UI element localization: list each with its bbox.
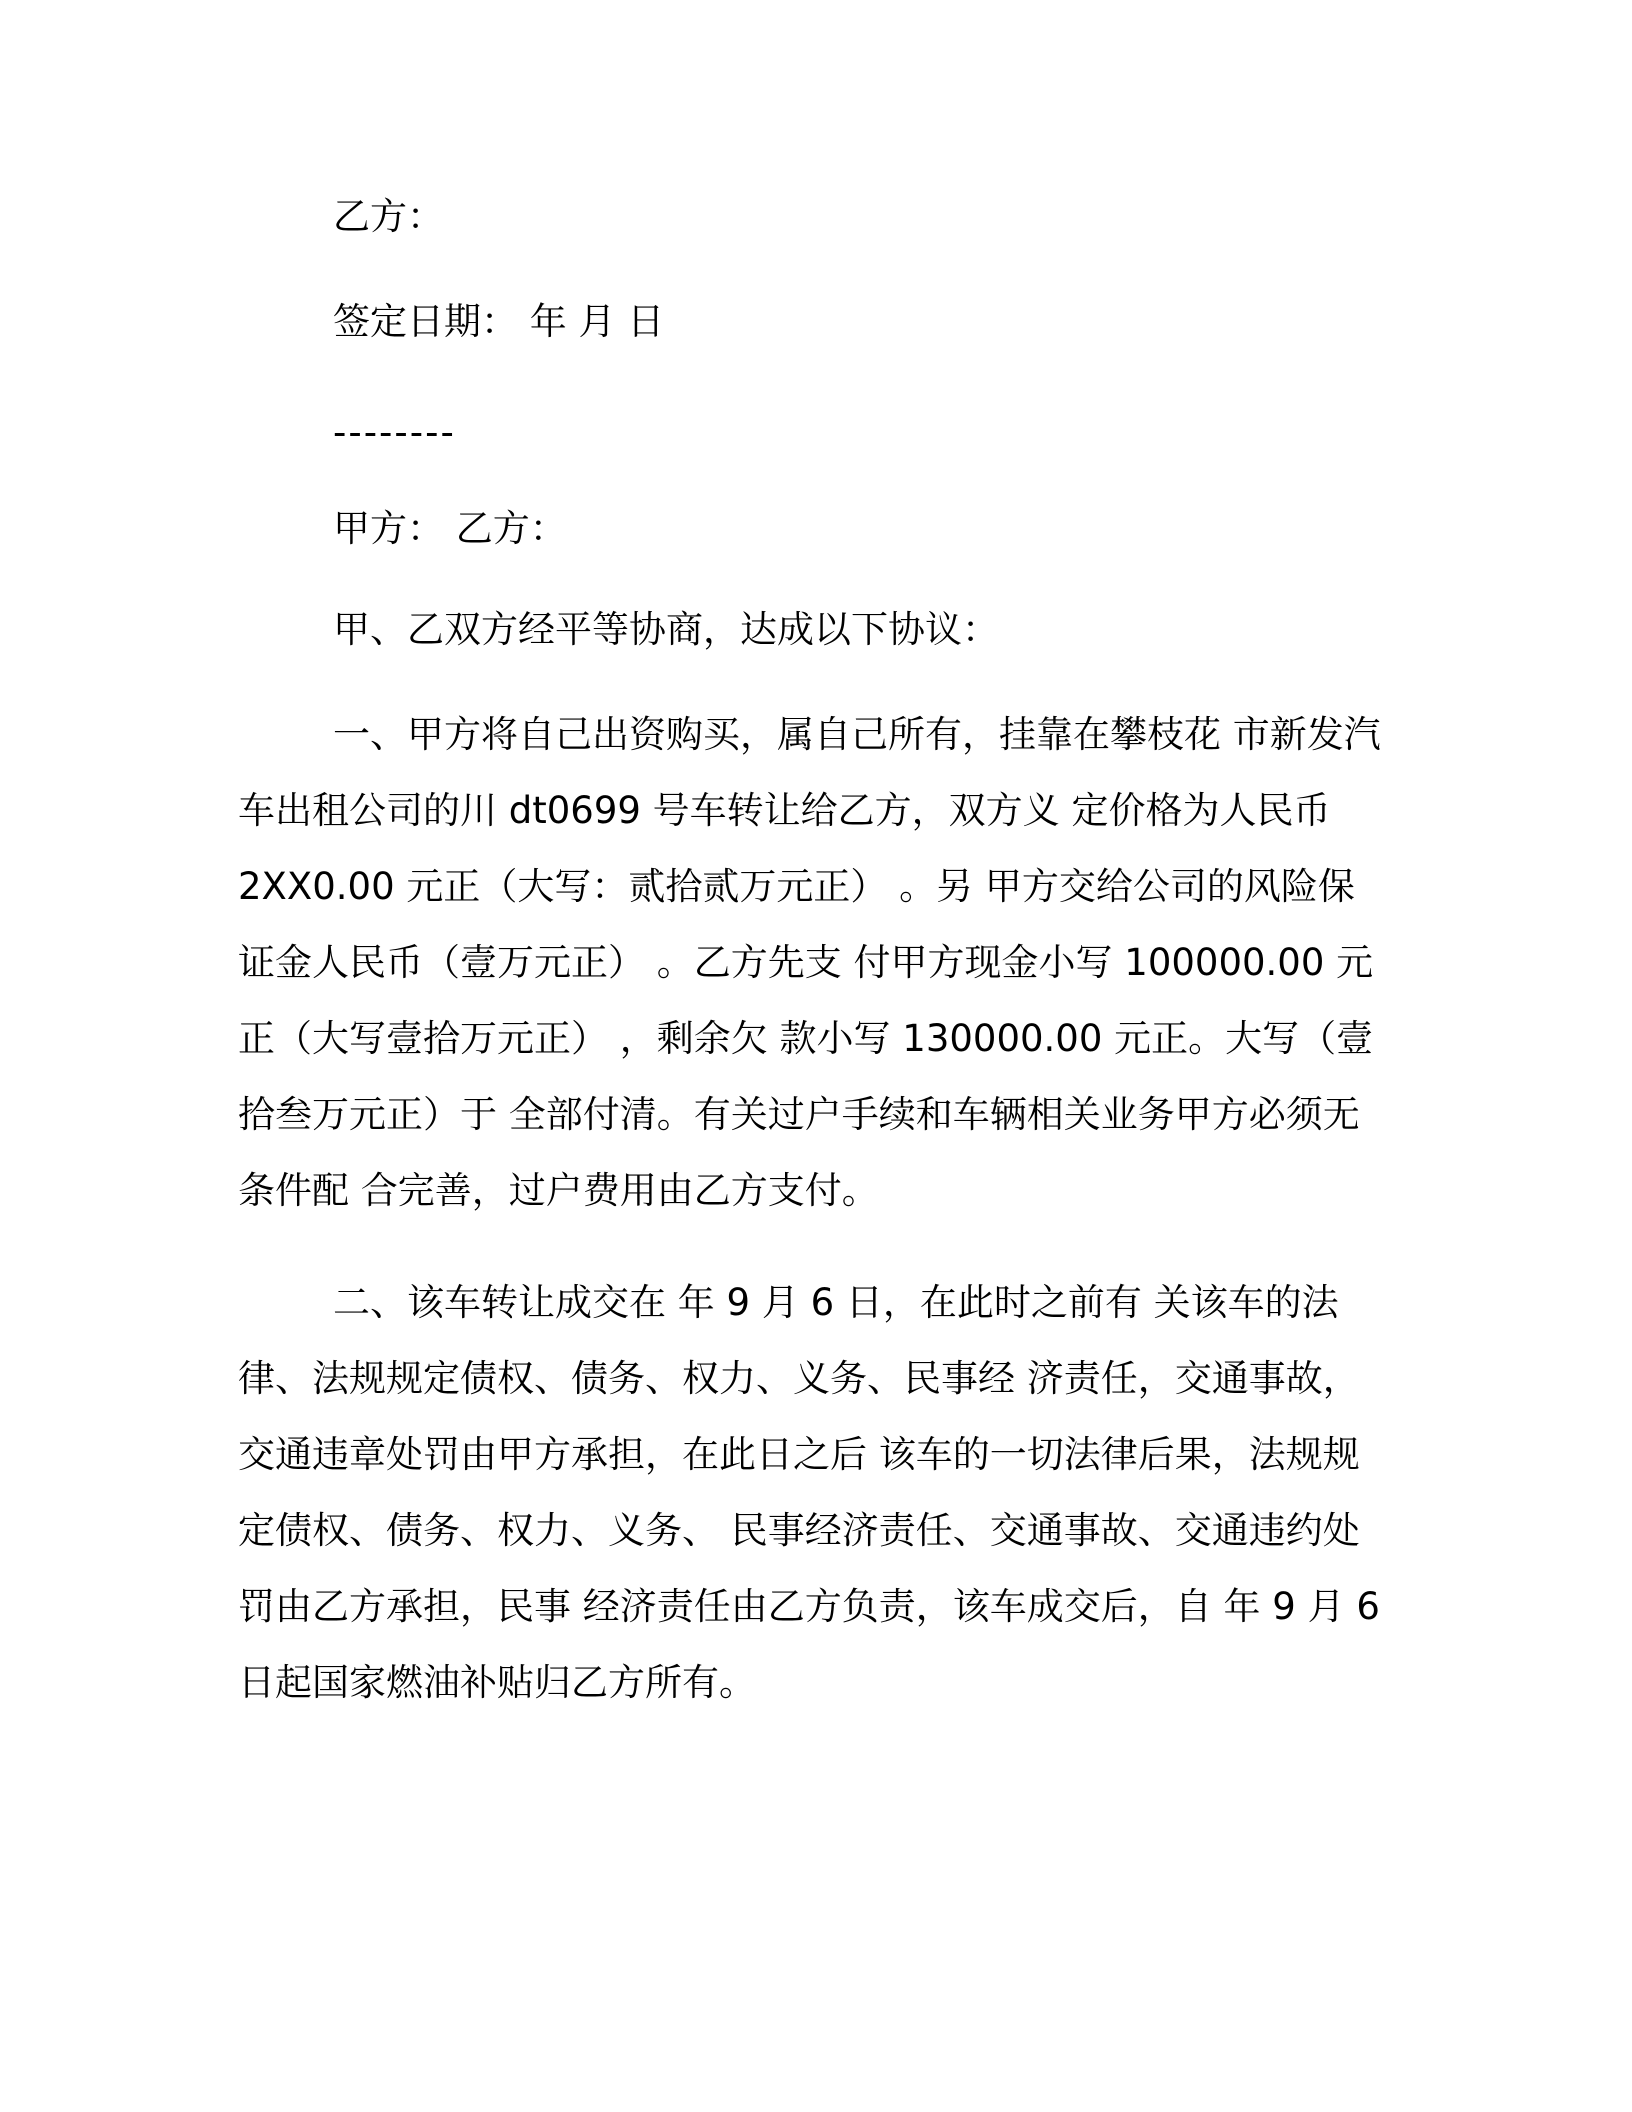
parties-line: 甲方： 乙方： (333, 507, 567, 550)
clause-2: 二、该车转让成交在 年 9 月 6 日，在此时之前有 关该车的法律、法规规定债权、债务、权力、义务、民事经 济责任，交通事故，交通违章处罚由甲方承担，在此日之后 该车的一切法律后果，法规规定债权、债务、权力、义务、 民事经济责任、交通事故、交通违约处罚由乙方承担，民事 经济责任由乙方负责，该车成交后，自 年 9 月 6 日起国家燃油补贴归乙方所有。 (238, 1281, 1380, 1704)
sign-date: 签定日期： 年 月 日 (333, 300, 665, 343)
clause-1: 一、甲方将自己出资购买，属自己所有，挂靠在攀枝花 市新发汽车出租公司的川 dt0699 号车转让给乙方，双方义 定价格为人民币 2XX0.00 元正（大写：贰拾贰万元正） 。另 甲方交给公司的风险保证金人民币（壹万元正） 。乙方先支 付甲方现金小写 100000.00 元正（大写壹拾万元正） ，剩余欠 款小写 130000.00 元正。大写（壹拾叁万元正）于 全部付清。有关过户手续和车辆相关业务甲方必须无条件配 合完善，过户费用由乙方支付。 (238, 713, 1381, 1212)
party-b-label: 乙方： (333, 195, 444, 238)
separator: -------- (333, 411, 456, 454)
preamble: 甲、乙双方经平等协商，达成以下协议： (333, 608, 999, 651)
